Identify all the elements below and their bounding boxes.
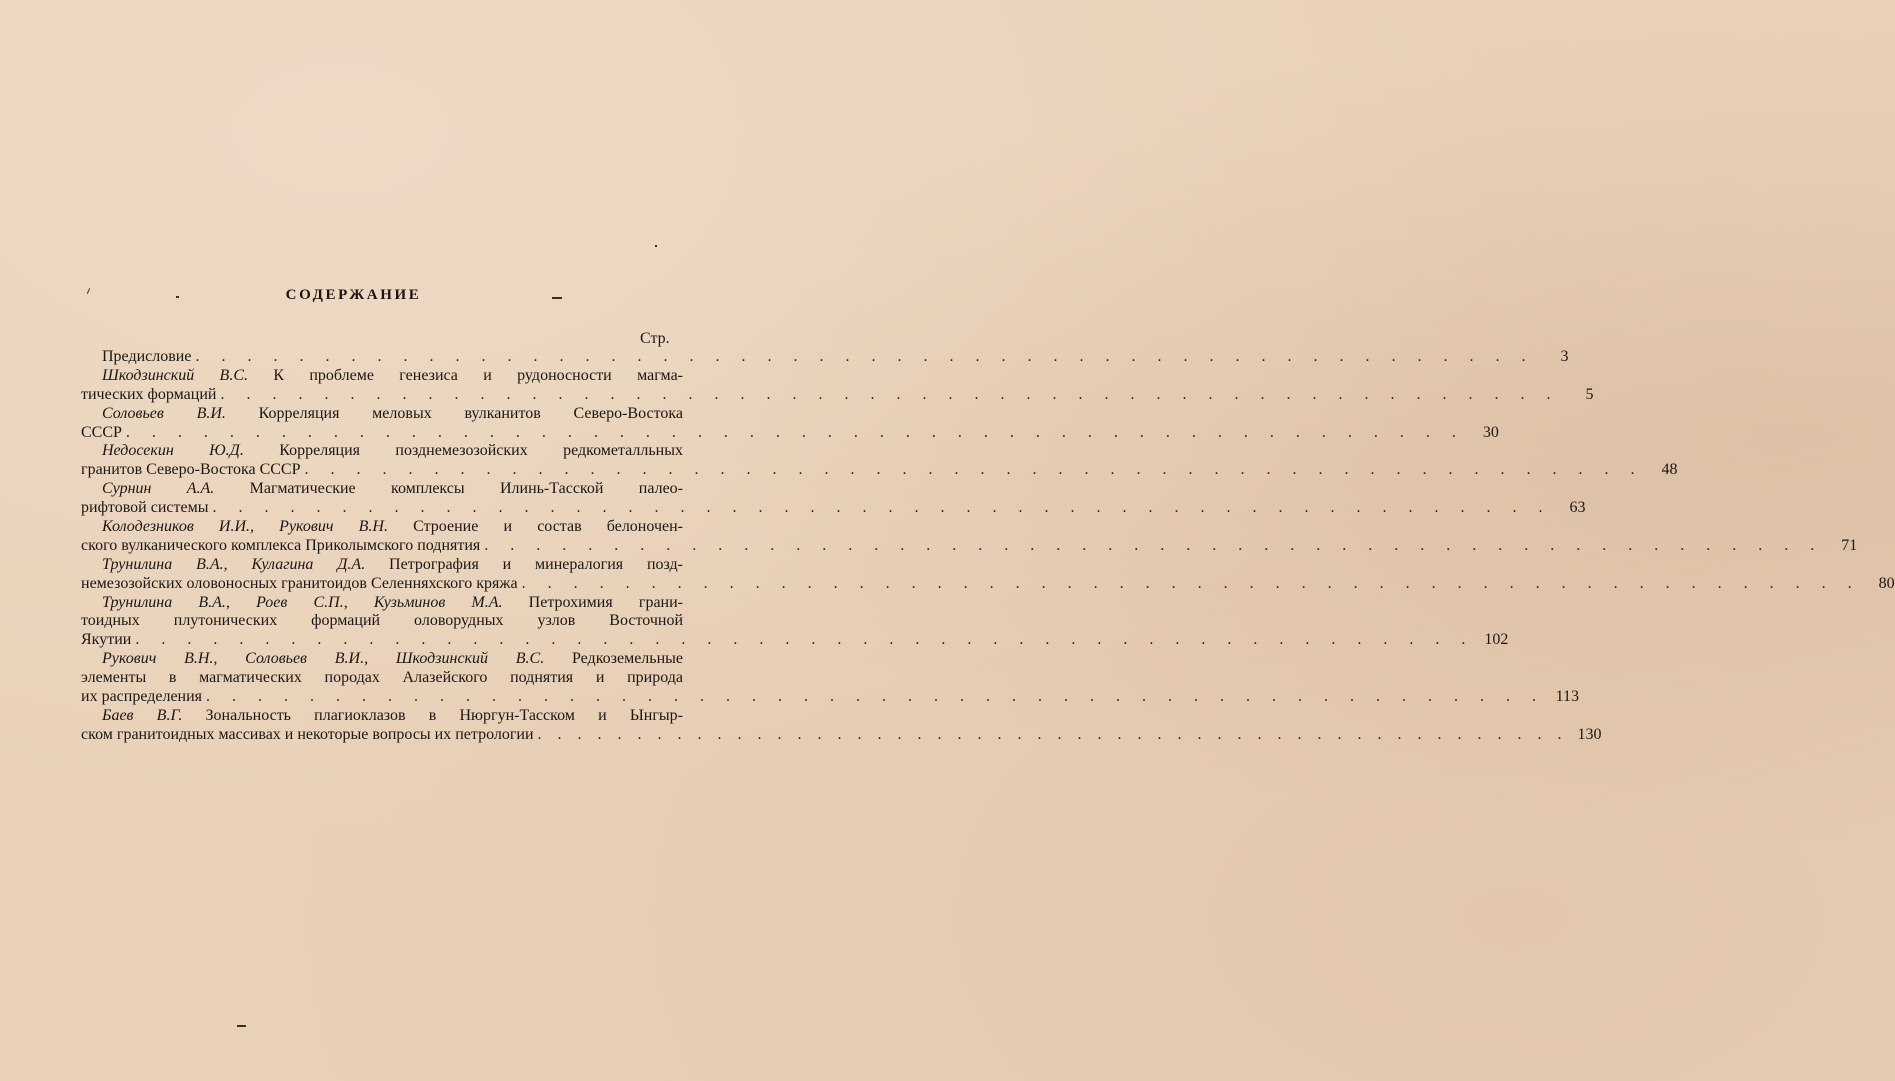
entry-title-cont: немезозойских оловоносных гранитоидов Селенняхского кряжа — [81, 574, 518, 592]
leader-dots: . . . . . . . . . . . . . . . . . . . . . . . . . . . . . . . . . . . . . . . . . . . . . . . . . . . . — [521, 574, 1861, 592]
entry-title: Петрография и минералогия позд- — [365, 555, 684, 573]
page-number: 130 — [1577, 725, 1602, 743]
print-speck — [237, 1025, 246, 1027]
leader-dots: . . . . . . . . . . . . . . . . . . . . . . . . . . . . . . . . . . . . . . . . . . . . . . . . . . . . — [212, 499, 1552, 517]
entry-author: Колодезников И.И., Рукович В.Н. — [102, 518, 388, 536]
entry-title-cont: рифтовой системы — [81, 499, 209, 517]
entry-title-cont: Якутии — [81, 631, 132, 649]
toc-entry — [81, 650, 1580, 707]
leader-dots: . . . . . . . . . . . . . . . . . . . . . . . . . . . . . . . . . . . . . . . . . . . . . . . . . . . . — [537, 725, 1568, 743]
entry-title: Предисловие — [102, 348, 192, 365]
page-title: СОДЕРЖАНИЕ — [285, 287, 422, 303]
entry-title-cont: тоидных плутонических формаций оловорудных узлов Восточной — [81, 612, 683, 630]
page-number: 3 — [1560, 348, 1569, 365]
entry-author: Баев В.Г. — [102, 706, 183, 724]
entry-title: Корреляция позднемезозойских редкометалльных — [243, 442, 683, 460]
entry-author: Сурнин А.А. — [102, 480, 215, 498]
entry-title: К проблеме генезиса и рудоносности магма- — [248, 366, 683, 384]
toc-entry — [81, 442, 1678, 480]
leader-dots: . . . . . . . . . . . . . . . . . . . . . . . . . . . . . . . . . . . . . . . . . . . . . . . . . . . . — [220, 385, 1560, 403]
toc-entry — [81, 480, 1586, 518]
entry-title-cont: элементы в магматических породах Алазейского поднятия и природа — [81, 669, 683, 687]
page-number: 113 — [1555, 688, 1580, 706]
table-of-contents — [81, 348, 1895, 745]
entry-title: Редкоземельные — [544, 650, 683, 668]
page-number: 63 — [1569, 499, 1586, 517]
entry-author: Трунилина В.А., Роев С.П., Кузьминов М.А. — [102, 593, 503, 611]
leader-dots: . . . . . . . . . . . . . . . . . . . . . . . . . . . . . . . . . . . . . . . . . . . . . . . . . . . . — [304, 461, 1644, 479]
leader-dots: . . . . . . . . . . . . . . . . . . . . . . . . . . . . . . . . . . . . . . . . . . . . . . . . . . . . — [125, 423, 1465, 441]
entry-title-cont: ском гранитоидных массивах и некоторые вопросы их петрологии — [81, 725, 534, 743]
entry-title-cont: СССР — [81, 423, 122, 441]
page-number: 71 — [1841, 536, 1858, 554]
entry-title: Зональность плагиоклазов в Нюргун-Тасском и Ынгыр- — [182, 706, 684, 724]
page-number: 5 — [1585, 385, 1594, 403]
entry-author: Рукович В.Н., Соловьев В.И., Шкодзинский В.С. — [102, 650, 545, 668]
entry-title-cont: тических формаций — [81, 385, 217, 403]
leader-dots: . . . . . . . . . . . . . . . . . . . . . . . . . . . . . . . . . . . . . . . . . . . . . . . . . . . . — [484, 536, 1824, 554]
entry-title: Петрохимия грани- — [502, 593, 683, 611]
toc-entry — [81, 555, 1895, 594]
entry-title: Корреляция меловых вулканитов Северо-Востока — [225, 404, 684, 422]
toc-entry — [81, 593, 1509, 651]
entry-author: Трунилина В.А., Кулагина Д.А. — [102, 555, 366, 573]
leader-dots: . . . . . . . . . . . . . . . . . . . . . . . . . . . . . . . . . . . . . . . . . . . . . . . . . . . . — [195, 348, 1535, 365]
entry-title: Строение и состав белоночен- — [388, 518, 683, 536]
entry-title-cont: их распределения — [81, 688, 203, 706]
entry-title: Магматические комплексы Илинь-Тасской палео- — [214, 480, 684, 498]
entry-title-cont: ского вулканического комплекса Приколымского поднятия — [81, 536, 481, 554]
print-speck — [655, 245, 657, 247]
page-number: 48 — [1661, 461, 1678, 479]
leader-dots: . . . . . . . . . . . . . . . . . . . . . . . . . . . . . . . . . . . . . . . . . . . . . . . . . . . . — [206, 688, 1546, 706]
entry-author: Недосекин Ю.Д. — [102, 442, 244, 460]
toc-entry-preface — [102, 348, 1569, 367]
toc-entry — [81, 404, 1499, 443]
entry-author: Соловьев В.И. — [102, 404, 226, 422]
leader-dots: . . . . . . . . . . . . . . . . . . . . . . . . . . . . . . . . . . . . . . . . . . . . . . . . . . . . — [135, 631, 1475, 649]
entry-author: Шкодзинский В.С. — [102, 366, 248, 384]
page-number: 102 — [1484, 631, 1509, 649]
page-number: 30 — [1482, 423, 1499, 441]
entry-title-cont: гранитов Северо-Востока СССР — [81, 461, 301, 479]
toc-entry — [81, 366, 1594, 405]
toc-entry — [81, 706, 1602, 745]
toc-entry — [81, 518, 1858, 556]
page-column-label: Стр. — [640, 330, 670, 347]
page-number: 80 — [1878, 574, 1895, 592]
